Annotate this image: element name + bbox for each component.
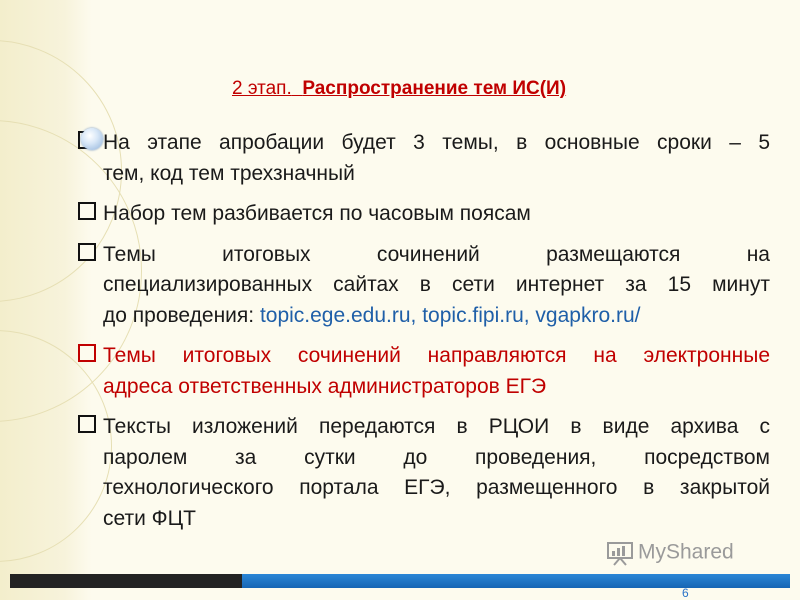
bullet-text-line: специализированных сайтах в сети интернет за 15 минут bbox=[103, 273, 770, 296]
watermark bbox=[606, 540, 734, 566]
bullet-item-highlighted bbox=[76, 341, 770, 402]
checkbox-bullet-icon bbox=[78, 131, 96, 149]
bullet-item bbox=[76, 240, 770, 332]
bullet-item bbox=[76, 199, 770, 230]
bullet-text-line: Темы итоговых сочинений размещаются на bbox=[103, 242, 770, 266]
footer-bar-blue bbox=[242, 574, 790, 588]
bullet-text-line: паролем за сутки до проведения, посредством bbox=[103, 445, 770, 469]
bullet-text-line: Темы итоговых сочинений направляются на электронные bbox=[103, 344, 770, 367]
slide-title-stage: 2 этап. bbox=[232, 78, 292, 99]
bullet-item bbox=[76, 412, 770, 534]
footer-bar-dark bbox=[10, 574, 242, 588]
bullet-text-line: сети ФЦТ bbox=[103, 506, 196, 530]
bullet-text-line: технологического портала ЕГЭ, размещенного в закрытой bbox=[103, 476, 770, 499]
bubble-icon bbox=[81, 128, 103, 150]
slide-number: 6 bbox=[682, 586, 689, 600]
watermark-text: MyShared bbox=[638, 540, 734, 564]
bullet-item bbox=[76, 128, 770, 189]
bullet-text-line bbox=[103, 301, 770, 332]
slide-title-text: Распространение тем ИС(И) bbox=[302, 78, 567, 99]
bullet-text-line: тем, код тем трехзначный bbox=[103, 161, 355, 185]
slide-title bbox=[232, 78, 566, 100]
slide-body bbox=[76, 128, 770, 544]
bullet-text-line: адреса ответственных администраторов ЕГЭ bbox=[103, 374, 547, 398]
presentation-board-icon bbox=[606, 540, 634, 566]
topic-links[interactable]: topic.ege.edu.ru, topic.fipi.ru, vgapkro.ru/ bbox=[259, 303, 641, 327]
checkbox-bullet-icon bbox=[78, 344, 96, 362]
checkbox-bullet-icon bbox=[78, 415, 96, 433]
bullet-text-line: Тексты изложений передаются в РЦОИ в виде архива с bbox=[103, 415, 770, 438]
checkbox-bullet-icon bbox=[78, 202, 96, 220]
bullet-text-line: Набор тем разбивается по часовым поясам bbox=[103, 202, 531, 225]
checkbox-bullet-icon bbox=[78, 243, 96, 261]
bullet-text-line: На этапе апробации будет 3 темы, в основные сроки – 5 bbox=[103, 131, 770, 154]
bullet-text-prefix: до проведения: bbox=[103, 303, 260, 327]
